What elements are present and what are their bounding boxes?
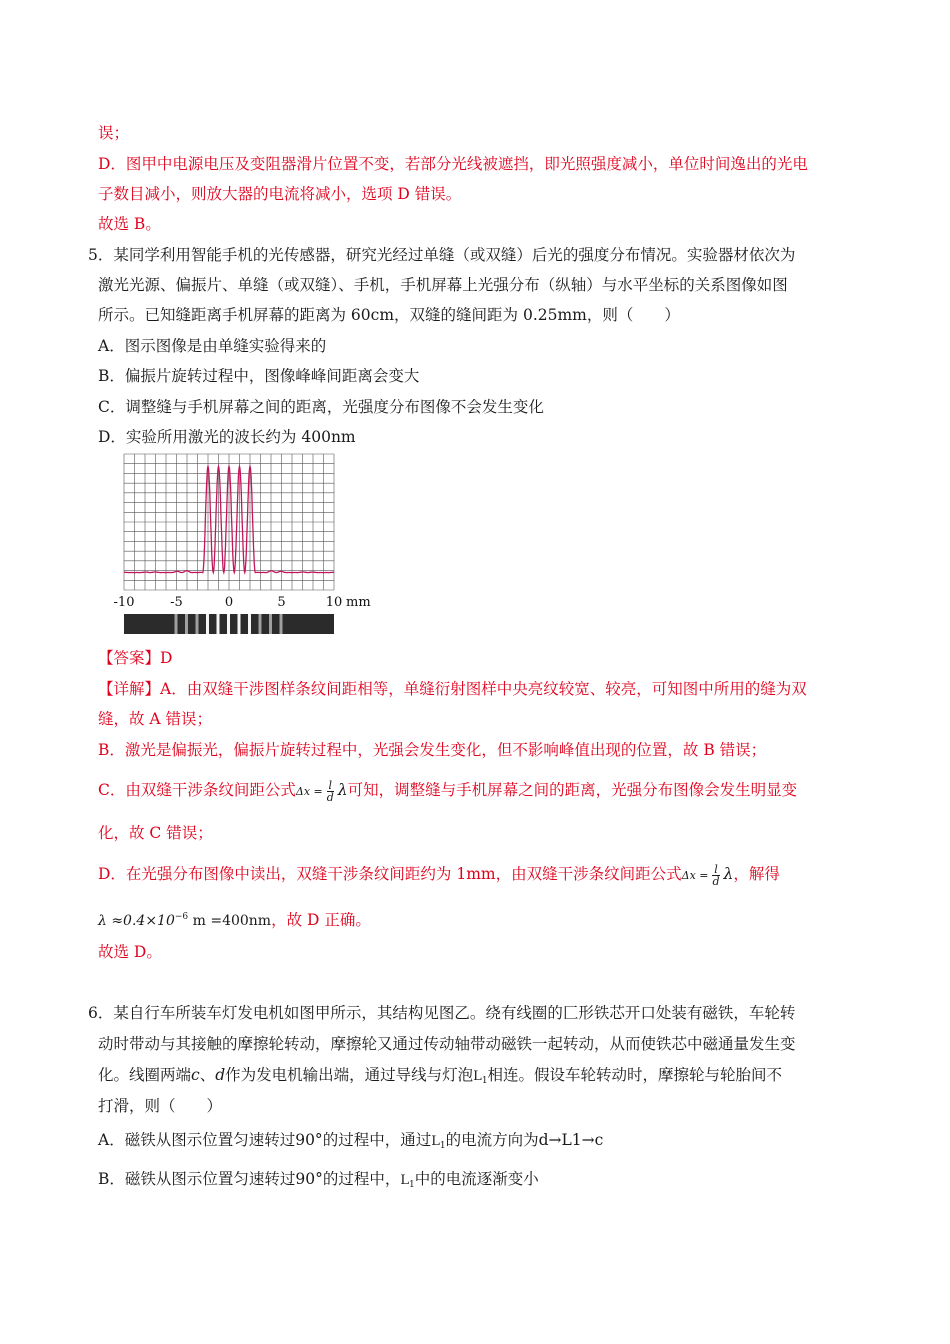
q6-a-1: A．磁铁从图示位置匀速转过 (98, 1131, 296, 1149)
formula-dx-2: Δx = (681, 869, 709, 882)
q5-choose: 故选 D。 (98, 943, 162, 961)
q6-b-1: B．磁铁从图示位置匀速转过 (98, 1170, 296, 1188)
q5-stem-1: 5．某同学利用智能手机的光传感器，研究光经过单缝（或双缝）后光的强度分布情况。实验器材依次为 (88, 246, 796, 264)
fringe-band (227, 614, 230, 634)
q5-detail-4 (98, 779, 797, 803)
q6-lamp-sub: 1 (481, 1076, 488, 1086)
x-tick-label: -5 (170, 595, 183, 610)
q5-option-b: B．偏振片旋转过程中，图像峰峰间距离会变大 (98, 367, 420, 385)
q6-stem-1: 6．某自行车所装车灯发电机如图甲所示，其结构见图乙。绕有线圈的匚形铁芯开口处装有磁铁，车轮转 (88, 1004, 796, 1022)
chart-ticks (114, 595, 371, 610)
fringe-band (206, 614, 209, 634)
q5-detail-6-text-b: ，解得 (733, 865, 780, 883)
intensity-chart-svg (104, 452, 384, 642)
prev-choose: 故选 B。 (98, 215, 161, 233)
fringe-band (185, 614, 188, 634)
q5-stem-3: 所示。已知缝距离手机屏幕的距离为 60cm，双缝的缝间距为 0.25mm，则（ ） (98, 306, 680, 324)
q5-option-a: A．图示图像是由单缝实验得来的 (98, 337, 327, 355)
q5-detail-6 (98, 863, 780, 887)
prev-line1: 误； (98, 124, 130, 142)
formula-num-2: l (714, 862, 718, 876)
fringe-band (238, 614, 241, 634)
q6-b-2: 的过程中， (322, 1170, 401, 1188)
q6-b-lamp: L (400, 1173, 410, 1188)
fringe-band (269, 614, 272, 634)
q5-detail-2: 缝，故 A 错误； (98, 710, 213, 728)
formula-dx: Δx = (295, 785, 323, 798)
q5-answer: 【答案】D (98, 649, 173, 667)
q6-b-3: 中的电流逐渐变小 (414, 1170, 539, 1188)
q5-detail-6-text: D．在光强分布图像中读出，双缝干涉条纹间距约为 1mm，由双缝干涉条纹间距公式 (98, 865, 682, 883)
q5-option-d: D．实验所用激光的波长约为 400nm (98, 428, 356, 446)
q6-a-2: 的过程中，通过 (322, 1131, 432, 1149)
q6-stem-3 (98, 1064, 782, 1092)
lambda-value: m =400nm (188, 913, 272, 929)
q6-stem-3e: 作为发电机输出端，通过导线与灯泡 (225, 1066, 474, 1084)
formula-lambda-2: λ (723, 865, 734, 883)
x-tick-label: -10 (113, 595, 135, 610)
formula-fraction-2 (711, 864, 722, 887)
intensity-chart (104, 452, 384, 642)
lambda-exponent: −6 (174, 912, 189, 922)
q6-b-deg: 90° (295, 1170, 323, 1188)
q6-c: c (191, 1066, 200, 1084)
q5-detail-3: B．激光是偏振光，偏振片旋转过程中，光强会发生变化，但不影响峰值出现的位置，故 B 错误； (98, 741, 767, 759)
formula-lambda: λ (337, 781, 348, 799)
q6-stem-3b: 、 (199, 1066, 216, 1084)
formula-den-2: d (712, 874, 720, 888)
chart-grid (124, 454, 334, 590)
fringe-band (259, 614, 262, 634)
formula-den: d (326, 790, 334, 804)
q5-detail-7 (98, 906, 371, 932)
q6-b-lamp-sub: 1 (409, 1180, 415, 1190)
formula-fraction (325, 780, 336, 803)
q5-detail-1: 【详解】A．由双缝干涉图样条纹间距相等，单缝衍射图样中央亮纹较宽、较亮，可知图中所用的缝为双 (98, 680, 807, 698)
q6-option-a (98, 1129, 603, 1157)
q5-detail-4-text-b: 可知，调整缝与手机屏幕之间的距离，光强分布图像会发生明显变 (347, 781, 798, 799)
lambda-result: λ ≈0.4×10 (98, 913, 175, 929)
fringe-band (217, 614, 220, 634)
prev-option-d: D．图甲中电源电压及变阻器滑片位置不变，若部分光线被遮挡，即光照强度减小，单位时间逸出的光电 (98, 155, 808, 173)
q6-option-b (98, 1168, 539, 1196)
x-unit-label: mm (346, 595, 371, 610)
q6-lamp: L (473, 1069, 482, 1084)
fringe-band (175, 614, 178, 634)
q5-stem-2: 激光光源、偏振片、单缝（或双缝）、手机，手机屏幕上光强分布（纵轴）与水平坐标的关系图像如图 (98, 276, 788, 294)
fringe-band (196, 614, 199, 634)
x-tick-label: 0 (224, 595, 234, 610)
q6-d: d (215, 1066, 226, 1084)
prev-option-d-cont: 子数目减小，则放大器的电流将减小，选项 D 错误。 (98, 185, 462, 203)
q6-stem-3a: 化。线圈两端 (98, 1066, 192, 1084)
q6-stem-4: 打滑，则（ ） (98, 1097, 223, 1115)
q5-detail-5: 化，故 C 错误； (98, 824, 213, 842)
fringe-band (248, 614, 251, 634)
q6-a-dir: d→L1→c (538, 1131, 604, 1149)
q6-a-lamp: L (431, 1134, 440, 1149)
q6-a-deg: 90° (295, 1131, 323, 1149)
q5-detail-7-text: ，故 D 正确。 (271, 911, 371, 929)
q5-detail-4-text: C．由双缝干涉条纹间距公式 (98, 781, 296, 799)
formula-num: l (328, 778, 333, 792)
fringe-band (280, 614, 283, 634)
x-tick-label: 5 (277, 595, 286, 610)
x-tick-label: 10 (325, 595, 343, 610)
q6-a-lamp-sub: 1 (439, 1141, 446, 1151)
q6-stem-3f: 相连。假设车轮转动时，摩擦轮与轮胎间不 (487, 1066, 783, 1084)
q5-option-c: C．调整缝与手机屏幕之间的距离，光强度分布图像不会发生变化 (98, 398, 544, 416)
q6-a-3: 的电流方向为 (445, 1131, 539, 1149)
q6-stem-2: 动时带动与其接触的摩擦轮转动，摩擦轮又通过传动轴带动磁铁一起转动，从而使铁芯中磁通量发生变 (98, 1035, 796, 1053)
